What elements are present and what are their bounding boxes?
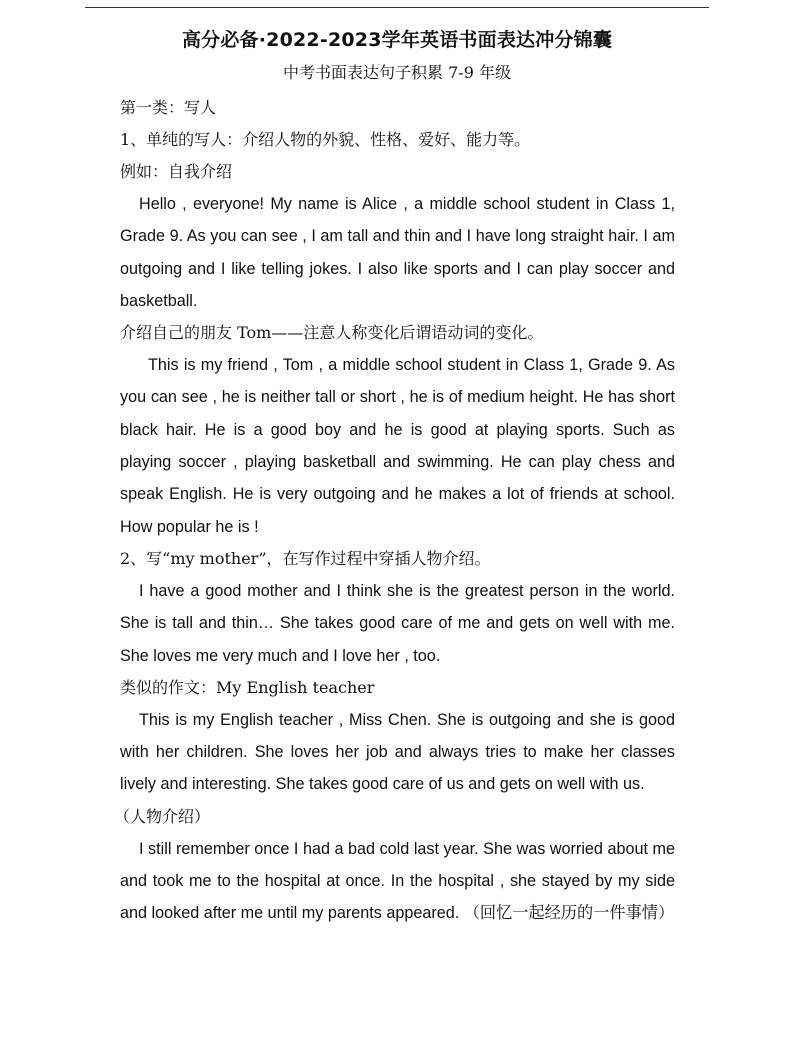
friend-paragraph: This is my friend , Tom , a middle school student in Class 1, Grade 9. As you can see , he is neither tall or short , he is of medium height. He has short black hair. He is a good boy and he is good at playing sports. Such as playing soccer , playing basketball and swimming. He can play chess and speak English. He is very outgoing and he makes a lot of friends at school. How popular he is !	[120, 356, 675, 536]
memory-paragraph: I still remember once I had a bad cold last year. She was worried about me and took me to the hospital at once. In the hospital , she stayed by my side and looked after me until my parents appeared. （回忆一起经历的一件事情）	[120, 839, 675, 923]
example-label: 例如：自我介绍	[120, 162, 233, 181]
top-rule	[85, 7, 709, 8]
friend-intro-label: 介绍自己的朋友 Tom——注意人称变化后谓语动词的变化。	[120, 323, 544, 343]
similar-essay-label: 类似的作文：My English teacher	[120, 677, 375, 697]
page-subtitle: 中考书面表达句子积累 7-9 年级	[283, 63, 511, 82]
item-1-heading: 1、单纯的写人：介绍人物的外貌、性格、爱好、能力等。	[120, 130, 531, 149]
document-body	[114, 92, 675, 930]
self-intro-paragraph: Hello , everyone! My name is Alice , a middle school student in Class 1, Grade 9. As you can see , I am tall and thin and I have long straight hair. I am outgoing and I like telling jokes. I also like sports and I can play soccer and basketball.	[120, 195, 675, 310]
teacher-paragraph: This is my English teacher , Miss Chen. She is outgoing and she is good with her children. She loves her job and always tries to make her classes lively and interesting. She takes good care of us and gets on well with us.	[120, 710, 675, 794]
person-intro-note: （人物介绍）	[114, 806, 211, 826]
page-title: 高分必备·2022-2023学年英语书面表达冲分锦囊	[181, 29, 613, 51]
item-2-heading: 2、写“my mother”，在写作过程中穿插人物介绍。	[120, 548, 491, 568]
category-heading: 第一类：写人	[120, 98, 217, 117]
mother-paragraph: I have a good mother and I think she is the greatest person in the world. She is tall and thin… She takes good care of me and gets on well with me. She loves me very much and I love her , too.	[120, 581, 675, 665]
